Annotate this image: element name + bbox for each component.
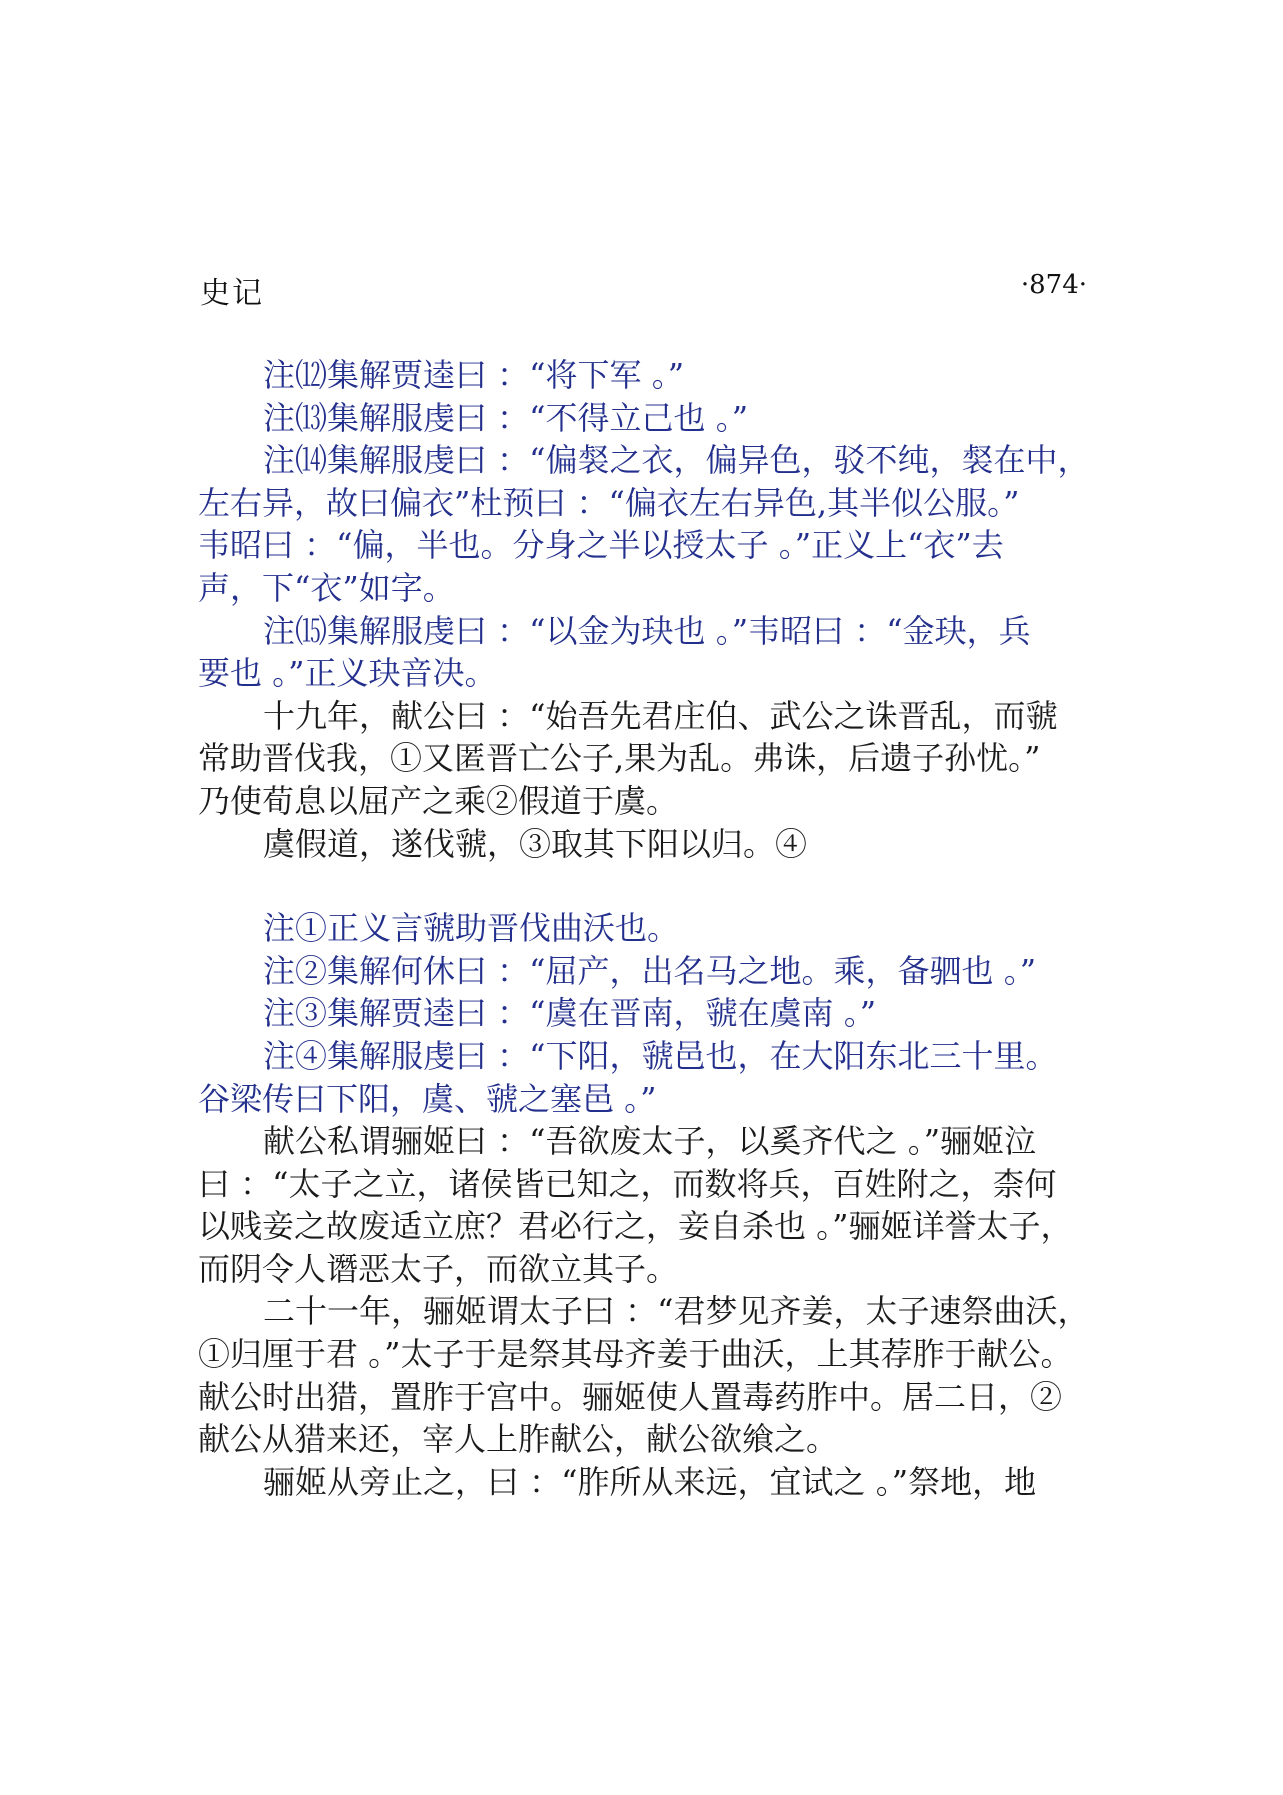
annotation-note-2: 注②集解何休曰 ：“屈产，出名马之地。乘，备驷也 。” — [263, 951, 1037, 990]
annotation-note-12: 注⑿集解贾逵曰 ：“将下军 。” — [263, 356, 685, 394]
page-number: ·874· — [1020, 270, 1087, 300]
annotation-note-4-cont: 谷梁传曰下阳，虞、虢之塞邑 。” — [198, 1079, 657, 1118]
main-text-paragraph: 二十一年，骊姬谓太子曰 ：“君梦见齐姜，太子速祭曲沃， — [263, 1292, 1090, 1331]
main-text-paragraph: 十九年，献公曰 ：“始吾先君庄伯、武公之诛晋乱，而虢 — [263, 696, 1058, 735]
body-text — [198, 354, 1098, 1503]
paragraph-gap — [198, 865, 1098, 907]
annotation-note-13: 注⒀集解服虔曰 ：“不得立己也 。” — [263, 398, 749, 437]
main-text-line: 常助晋伐我，①又匿晋亡公子,果为乱。弗诛，后遗子孙忧。” — [198, 739, 1041, 778]
page-header — [200, 268, 1087, 311]
annotation-note-14-cont: 声，下“衣”如字。 — [198, 568, 455, 607]
main-text-paragraph: 骊姬从旁止之，曰 ：“胙所从来远，宜试之 。”祭地，地 — [263, 1462, 1037, 1501]
main-text-line: 以贱妾之故废适立庶？君必行之，妾自杀也 。”骊姬详誉太子， — [198, 1207, 1073, 1246]
annotation-note-15-cont: 要也 。”正义玦音决。 — [198, 654, 497, 693]
main-text-paragraph: 虞假道，遂伐虢，③取其下阳以归。④ — [263, 824, 808, 863]
annotation-note-14-cont: 左右异，故曰偏衣”杜预曰 ：“偏衣左右异色,其半似公服。” — [198, 483, 1020, 522]
main-text-line: 献公从猎来还，宰人上胙献公，献公欲飨之。 — [198, 1420, 839, 1459]
annotation-note-1: 注①正义言虢助晋伐曲沃也。 — [263, 909, 680, 948]
annotation-note-3: 注③集解贾逵曰 ：“虞在晋南，虢在虞南 。” — [263, 994, 877, 1033]
annotation-note-4: 注④集解服虔曰 ：“下阳，虢邑也，在大阳东北三十里。 — [263, 1036, 1058, 1075]
annotation-note-15: 注⒂集解服虔曰 ：“以金为玦也 。”韦昭曰 ：“金玦，兵 — [263, 611, 1031, 650]
main-text-line: 而阴令人谮恶太子，而欲立其子。 — [198, 1249, 679, 1288]
main-text-line: ①归厘于君 。”太子于是祭其母齐姜于曲沃，上其荐胙于献公。 — [198, 1335, 1073, 1374]
book-title: 史记 — [200, 276, 264, 311]
main-text-line: 乃使荀息以屈产之乘②假道于虞。 — [198, 781, 679, 820]
annotation-note-14-cont: 韦昭曰 ：“偏，半也。分身之半以授太子 。”正义上“衣”去 — [198, 526, 1004, 565]
main-text-paragraph: 献公私谓骊姬曰 ：“吾欲废太子，以奚齐代之 。”骊姬泣 — [263, 1122, 1037, 1161]
main-text-line: 曰 ：“太子之立，诸侯皆已知之，而数将兵，百姓附之，柰何 — [198, 1164, 1057, 1203]
annotation-note-14: 注⒁集解服虔曰 ：“偏裻之衣，偏异色，驳不纯，裻在中， — [263, 441, 1090, 480]
main-text-line: 献公时出猎，置胙于宫中。骊姬使人置毒药胙中。居二日，② — [198, 1377, 1063, 1416]
